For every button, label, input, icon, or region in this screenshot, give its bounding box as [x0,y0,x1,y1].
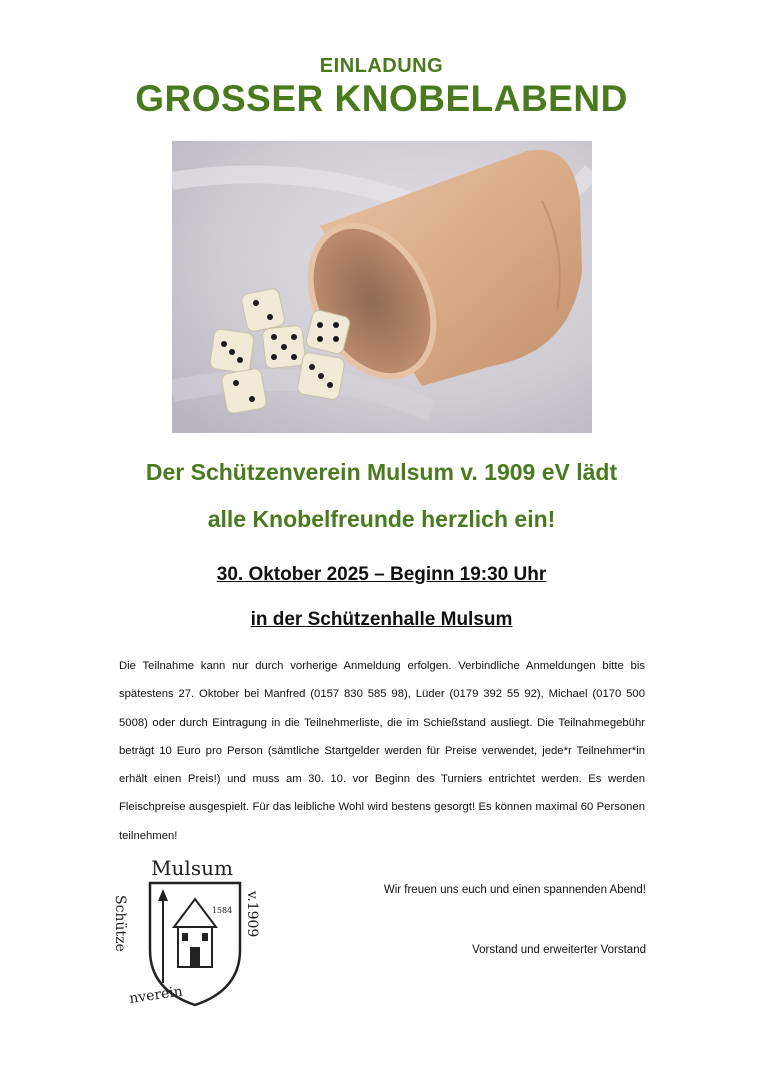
svg-text:Schütze: Schütze [112,895,128,952]
dice-cup-photo [172,141,592,433]
svg-text:v.1909: v.1909 [244,891,260,938]
logo-year: 1584 [211,906,233,915]
closing-greeting: Wir freuen uns euch und einen spannenden Abend! [383,884,646,896]
svg-text:Mulsum: Mulsum [151,856,233,880]
closing-signature: Vorstand und erweiterter Vorstand [472,944,646,956]
intro-line-1: Der Schützenverein Mulsum v. 1909 eV lädt [145,459,618,485]
svg-text:nverein: nverein [128,983,184,1007]
club-logo [110,855,260,1010]
event-datetime: 30. Oktober 2025 – Beginn 19:30 Uhr [216,564,547,585]
page-title: GROSSER KNOBELABEND [135,78,628,119]
invitation-kicker: EINLADUNG [319,55,444,77]
intro-line-2: alle Knobelfreunde herzlich ein! [207,506,556,532]
event-venue: in der Schützenhalle Mulsum [250,609,513,630]
registration-details: Die Teilnahme kann nur durch vorherige Anmeldung erfolgen. Verbindliche Anmeldungen bitte bis spätestens 27. Oktober bei Manfred (0157 830 585 98), Lüder (0179 392 55 92), Michael (0170 500 5008) oder durch Eintragung in die Teilnehmerliste, die im Schießstand ausliegt. Die Teilnahmegebühr beträgt 10 Euro pro Person (sämtliche Startgelder werden für Preise verwendet, jede*r Teilnehmer*in erhält einen Preis!) und muss am 30. 10. vor Beginn des Turniers entrichtet werden. Es werden Fleischpreise ausgespielt. Für das leibliche Wohl wird bestens gesorgt! Es können maximal 60 Personen teilnehmen! [119,660,645,842]
